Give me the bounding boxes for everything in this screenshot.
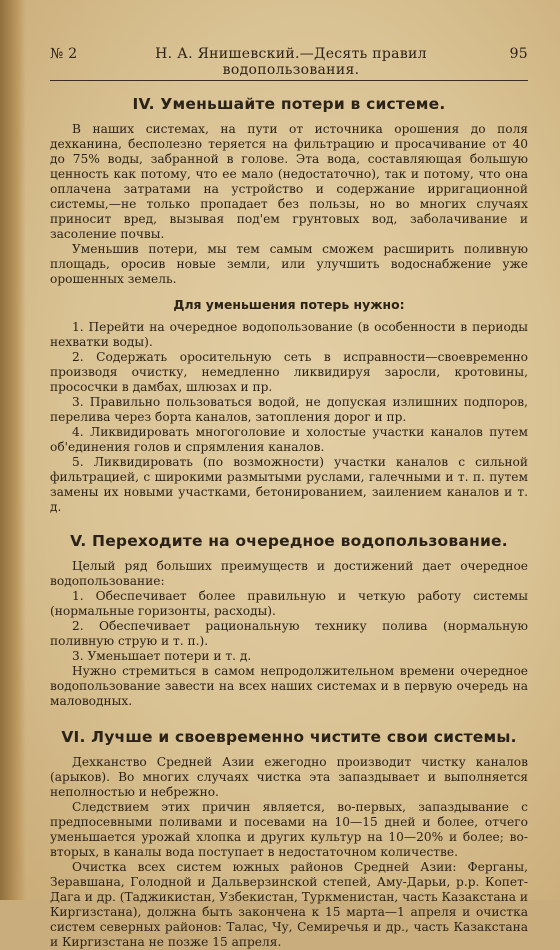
book-spine-shadow <box>0 0 26 900</box>
section-v-item-2: 2. Обеспечивает рациональную технику полива (нормальную поливную струю и т. п.). <box>50 619 528 648</box>
section-v-outro: Нужно стремиться в самом непродолжительном времени очередное водопользование завести на всех наших системах и в первую очередь на маловодных. <box>50 664 528 708</box>
section-iv-item-5: 5. Ликвидировать (по возможности) участки каналов с сильной фильтрацией, с широкими размытыми руслами, галечными и т. п. путем замены их новыми участками, бетонированием, заилением каналов и т. д. <box>50 455 528 514</box>
section-iv-paragraph-1: В наших системах, на пути от источника орошения до поля дехканина, бесполезно теряется на фильтрацию и просачивание от 40 до 75% воды, забранной в голове. Эта вода, составляющая большую ценность как потому, что ее мало (недостаточно), так и потому, что она оплачена затратами на устройство и содержание ирригационной системы,—не только пропадает без пользы, но во многих случаях приносит вред, вызывая под'ем грунтовых вод, заболачивание и засоление почвы. <box>50 122 528 241</box>
section-iv-paragraph-2: Уменьшив потери, мы тем самым сможем расширить поливную площадь, оросив новые земли, или улучшить водоснабжение уже орошенных земель. <box>50 242 528 286</box>
section-v-item-1: 1. Обеспечивает более правильную и четкую работу системы (нормальные горизонты, расходы). <box>50 589 528 618</box>
running-header <box>50 46 528 81</box>
section-v-item-3: 3. Уменьшает потери и т. д. <box>72 649 252 663</box>
page-number: 95 <box>509 46 528 62</box>
section-v <box>50 532 528 709</box>
section-iv-item-2: 2. Содержать оросительную сеть в исправности—своевременно производя очистку, немедленно ликвидируя заросли, кротовины, прососчки в дамбах, шлюзах и пр. <box>50 350 528 394</box>
section-v-intro: Целый ряд больших преимуществ и достижений дает очередное водопользование: <box>50 559 528 588</box>
section-vi <box>50 728 528 950</box>
section-iv-subheading: Для уменьшения потерь нужно: <box>173 297 405 312</box>
issue-number: № 2 <box>50 46 78 62</box>
section-iv-item-4: 4. Ликвидировать многоголовие и холостые участки каналов путем об'единения голов и спрямления каналов. <box>50 425 528 454</box>
section-v-heading: V. Переходите на очередное водопользование. <box>70 532 508 550</box>
spacer <box>50 709 528 728</box>
section-iv <box>50 95 528 515</box>
section-vi-paragraph-2: Следствием этих причин является, во-первых, запаздывание с предпосевными поливами и посевами на 10—15 дней и более, отчего уменьшается урожай хлопка и других культур на 10—20% и более; во-вторых, в каналы вода поступает в недостаточном количестве. <box>50 800 528 859</box>
running-title: Н. А. Янишевский.—Десять правил водопользования. <box>155 46 427 78</box>
spacer <box>50 515 528 532</box>
section-vi-paragraph-3: Очистка всех систем южных районов Средней Азии: Ферганы, Зеравшана, Голодной и Дальверзинской степей, Аму-Дарьи, р.р. Копет-Дага и др. (Таджикистан, Узбекистан, Туркменистан, часть Казакстана и Киргизстана), должна быть закончена к 15 марта—1 апреля и очистка систем северных районов: Талас, Чу, Семиречья и др., часть Казакстана и Киргизстана не позже 15 апреля. <box>50 860 528 949</box>
section-iv-item-1: 1. Перейти на очередное водопользование (в особенности в периоды нехватки воды). <box>50 320 528 349</box>
section-vi-heading: VI. Лучше и своевременно чистите свои системы. <box>61 728 517 746</box>
section-iv-heading: IV. Уменьшайте потери в системе. <box>132 95 446 113</box>
section-vi-paragraph-1: Дехканство Средней Азии ежегодно производит чистку каналов (арыков). Во многих случаях чистка эта запаздывает и выполняется неполностью и небрежно. <box>50 755 528 799</box>
section-iv-item-3: 3. Правильно пользоваться водой, не допуская излишних подпоров, перелива через борта каналов, затопления дорог и пр. <box>50 395 528 424</box>
